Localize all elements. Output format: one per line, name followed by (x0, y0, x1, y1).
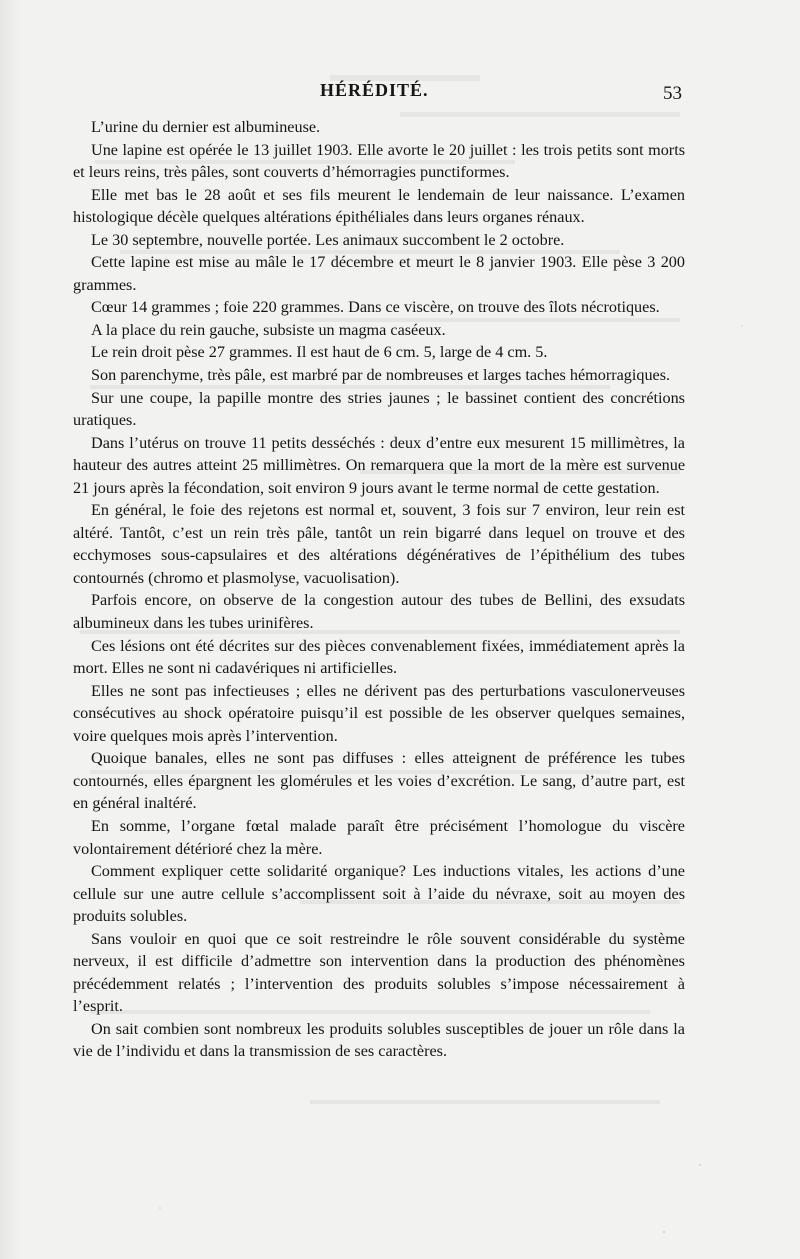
paragraph: Comment expliquer cette solidarité organique? Les inductions vitales, les actions d’une cellule sur une autre cellule s’accomplissent soit à l’aide du névraxe, soit au moyen des produits solubles. (73, 862, 685, 926)
paragraph: Le 30 septembre, nouvelle portée. Les animaux succombent le 2 octobre. (91, 230, 565, 249)
paragraph: On sait combien sont nombreux les produits solubles susceptibles de jouer un rôle dans la vie de l’individu et dans la transmission de ses caractères. (73, 1019, 685, 1061)
paragraph: A la place du rein gauche, subsiste un magma caséeux. (91, 320, 446, 339)
paragraph: Elles ne sont pas infectieuses ; elles ne dérivent pas des perturbations vasculonerveuses consécutives au shock opératoire puisqu’il est possible de les observer quelques semaines, voire quelques mois après l’intervention. (73, 681, 685, 745)
paragraph: Ces lésions ont été décrites sur des pièces convenablement fixées, immédiatement après la mort. Elles ne sont ni cadavériques ni artificielles. (73, 636, 685, 678)
paragraph: Son parenchyme, très pâle, est marbré par de nombreuses et larges taches hémorragiques. (91, 366, 671, 385)
page-number: 53 (663, 83, 682, 104)
paragraph: Sur une coupe, la papille montre des stries jaunes ; le bassinet contient des concrétions uratiques. (73, 388, 685, 430)
paragraph: Le rein droit pèse 27 grammes. Il est haut de 6 cm. 5, large de 4 cm. 5. (91, 343, 548, 362)
paragraph: L’urine du dernier est albumineuse. (91, 118, 321, 136)
paragraph: Cœur 14 grammes ; foie 220 grammes. Dans ce viscère, on trouve des îlots nécrotiques. (91, 298, 660, 317)
paragraph: Parfois encore, on observe de la congestion autour des tubes de Bellini, des exsudats albumineux dans les tubes urinifères. (73, 591, 685, 633)
paragraph: Elle met bas le 28 août et ses fils meurent le lendemain de leur naissance. L’examen histologique décèle quelques altérations épithéliales dans leurs organes rénaux. (73, 185, 685, 227)
running-head-title: HÉRÉDITÉ. (320, 80, 429, 100)
paragraph: Une lapine est opérée le 13 juillet 1903. Elle avorte le 20 juillet : les trois petits sont morts et leurs reins, très pâles, sont couverts d’hémorragies punctiformes. (73, 140, 685, 182)
body-text (73, 116, 685, 1063)
paragraph: Dans l’utérus on trouve 11 petits desséchés : deux d’entre eux mesurent 15 millimètres, la hauteur des autres atteint 25 millimètres. On remarquera que la mort de la mère est survenue 21 jours après la fécondation, soit environ 9 jours avant le terme normal de cette gestation. (73, 433, 685, 497)
running-header (320, 80, 700, 104)
paragraph: En général, le foie des rejetons est normal et, souvent, 3 fois sur 7 environ, leur rein est altéré. Tantôt, c’est un rein très pâle, tantôt un rein bigarré dans lequel on trouve et des ecchymoses sous-capsulaires et des altérations dégénératives de l’épithélium des tubes contournés (chromo et plasmolyse, vacuolisation). (73, 501, 685, 587)
page-edge-shadow (0, 0, 22, 1259)
paragraph: Quoique banales, elles ne sont pas diffuses : elles atteignent de préférence les tubes contournés, elles épargnent les glomérules et les voies d’excrétion. Le sang, d’autre part, est en général inaltéré. (73, 749, 685, 813)
paragraph: En somme, l’organe fœtal malade paraît être précisément l’homologue du viscère volontairement détérioré chez la mère. (73, 816, 685, 858)
paragraph: Cette lapine est mise au mâle le 17 décembre et meurt le 8 janvier 1903. Elle pèse 3 200 grammes. (73, 253, 685, 294)
paragraph: Sans vouloir en quoi que ce soit restreindre le rôle souvent considérable du système nerveux, il est difficile d’admettre son intervention dans la production des phénomènes précédemment relatés ; l’intervention des produits solubles s’impose nécessairement à l’esprit. (73, 929, 685, 1016)
